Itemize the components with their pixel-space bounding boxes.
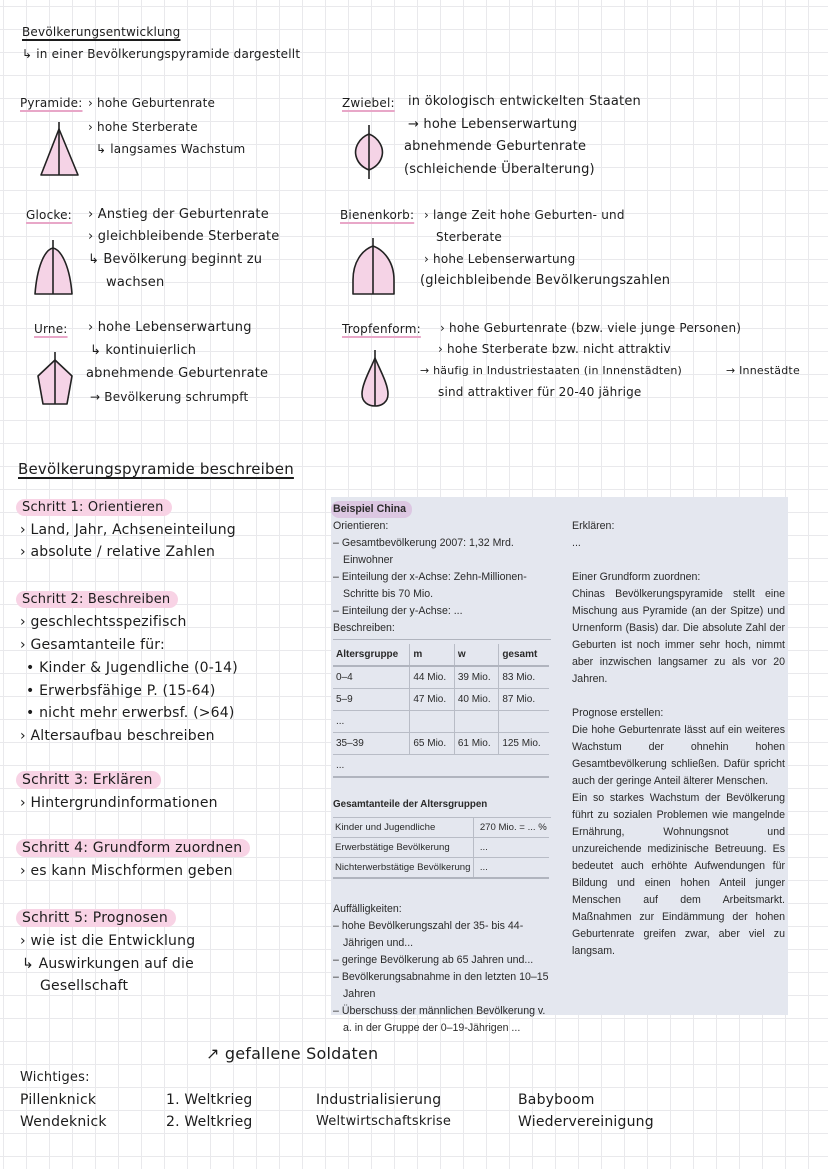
shape-line: ↳ Bevölkerung beginnt zu (88, 252, 263, 267)
table-row (333, 818, 549, 838)
table-row (333, 733, 549, 755)
notable-item: – Bevölkerungsabnahme in den letzten 10–15 Jahren (333, 971, 549, 1000)
share-table (333, 818, 549, 879)
step-line: › es kann Mischformen geben (20, 863, 233, 879)
important-item: Wendeknick (20, 1114, 107, 1130)
shape-line: wachsen (106, 275, 165, 290)
table-cell: ... (333, 711, 410, 733)
shape-line: (schleichende Überalterung) (404, 162, 595, 177)
example-tag: Beispiel China (331, 501, 412, 518)
step-line: • Kinder & Jugendliche (0-14) (26, 660, 238, 676)
table-row (333, 838, 549, 858)
table-header: Altersgruppe (333, 644, 410, 666)
orient-label: Orientieren: (333, 520, 389, 532)
shape-line: abnehmende Geburtenrate (404, 139, 587, 154)
assign-label: Einer Grundform zuordnen: (572, 571, 701, 583)
drop-shape-icon (360, 348, 390, 408)
shape-line: ↳ langsames Wachstum (96, 142, 246, 156)
important-item: Weltwirtschaftskrise (316, 1114, 452, 1129)
table-cell (499, 711, 549, 733)
shape-line: › hohe Sterberate (88, 120, 198, 134)
step-line: • nicht mehr erwerbsf. (>64) (26, 705, 235, 721)
step-label: Schritt 1: Orientieren (16, 499, 172, 516)
table-cell: ... (333, 755, 410, 778)
shape-line: › hohe Geburtenrate (88, 96, 216, 110)
table-cell: 87 Mio. (499, 689, 549, 711)
shape-label: Bienenkorb: (340, 208, 415, 222)
shape-line: abnehmende Geburtenrate (86, 366, 269, 381)
orient-item: – Einteilung der x-Achse: Zehn-Millionen-Schritte bis 70 Mio. (333, 571, 527, 600)
shape-line: › gleichbleibende Sterberate (88, 229, 280, 244)
table-header: w (454, 644, 498, 666)
notable-item: – Überschuss der männlichen Bevölkerung v. a. in der Gruppe der 0–19-Jährigen ... (333, 1005, 546, 1034)
important-item: Babyboom (518, 1092, 595, 1108)
orient-item: – Gesamtbevölkerung 2007: 1,32 Mrd. Einwohner (333, 537, 514, 566)
prognosis-label: Prognose erstellen: (572, 707, 664, 719)
notable-item: – geringe Bevölkerung ab 65 Jahren und... (333, 954, 534, 966)
table-cell: 270 Mio. = ... % (473, 818, 549, 838)
important-item: Pillenknick (20, 1092, 97, 1108)
describe-label: Beschreiben: (333, 622, 395, 634)
table-cell: 5–9 (333, 689, 410, 711)
pyramid-shape-icon (40, 120, 80, 176)
important-item: 1. Weltkrieg (166, 1092, 253, 1108)
orient-item: – Einteilung der y-Achse: ... (333, 605, 463, 617)
table-header: gesamt (499, 644, 549, 666)
table-cell (410, 711, 454, 733)
shape-line: › hohe Sterberate bzw. nicht attraktiv (438, 342, 671, 356)
table-cell: 39 Mio. (454, 666, 498, 689)
explain-text: ... (572, 537, 581, 549)
shape-line: › hohe Lebenserwartung (88, 320, 252, 335)
shape-line: (gleichbleibende Bevölkerungszahlen (420, 273, 671, 288)
table-cell: ... (473, 838, 549, 858)
shape-line: ↳ kontinuierlich (90, 343, 197, 358)
table-cell: 40 Mio. (454, 689, 498, 711)
example-right-column (572, 501, 785, 960)
table-row (333, 711, 549, 733)
table-cell (410, 755, 454, 778)
table-cell: Kinder und Jugendliche (333, 818, 473, 838)
step-line: › geschlechtsspezifisch (20, 614, 187, 630)
explain-label: Erklären: (572, 520, 615, 532)
shape-label: Urne: (34, 322, 68, 336)
table-cell: 125 Mio. (499, 733, 549, 755)
share-title: Gesamtanteile der Altersgruppen (333, 796, 551, 818)
table-cell: 65 Mio. (410, 733, 454, 755)
onion-shape-icon (354, 124, 384, 180)
shape-label: Zwiebel: (342, 96, 395, 110)
shape-line: → Innestädte (726, 364, 800, 377)
example-china-box (331, 497, 788, 1034)
important-item: Wiedervereinigung (518, 1114, 654, 1130)
table-cell: Nichterwerbstätige Bevölkerung (333, 858, 473, 879)
page-subtitle: ↳ in einer Bevölkerungspyramide dargestellt (22, 47, 301, 61)
shape-line: → Bevölkerung schrumpft (90, 390, 249, 404)
urn-shape-icon (36, 350, 76, 406)
shape-label: Pyramide: (20, 96, 83, 110)
shape-line: → hohe Lebenserwartung (408, 117, 578, 132)
assign-text: Chinas Bevölkerungspyramide stellt eine Mischung aus Pyramide (an der Spitze) und Urnenform (Basis) dar. Die absolute Zahl der Geburten ist noch immer sehr hoch, nimmt aber inzwischen langsamer zu als vor 20 Jahren. (572, 588, 785, 685)
step-line: › wie ist die Entwicklung (20, 933, 196, 949)
step-line: › Gesamtanteile für: (20, 637, 165, 653)
prognosis-text: Die hohe Geburtenrate lässt auf ein weiteres Wachstum der ohnehin hohen Gesamtbevölkerung schließen. Dafür spricht auch der geringe Anteil älterer Menschen. (572, 724, 785, 787)
table-cell: 35–39 (333, 733, 410, 755)
table-cell: ... (473, 858, 549, 879)
step-label: Schritt 5: Prognosen (16, 909, 176, 927)
shape-line: → häufig in Industriestaaten (in Innenstädten) (420, 364, 683, 377)
table-cell: 83 Mio. (499, 666, 549, 689)
annotation-note: ↗ gefallene Soldaten (206, 1044, 379, 1063)
table-cell (454, 711, 498, 733)
table-cell: Erwerbstätige Bevölkerung (333, 838, 473, 858)
table-cell: 47 Mio. (410, 689, 454, 711)
step-line: › Altersaufbau beschreiben (20, 728, 215, 744)
step-line: › absolute / relative Zahlen (20, 544, 216, 560)
step-label: Schritt 4: Grundform zuordnen (16, 839, 250, 857)
notable-item: – hohe Bevölkerungszahl der 35- bis 44-Jährigen und... (333, 920, 524, 949)
shape-line: › lange Zeit hohe Geburten- und (424, 208, 625, 222)
step-line: • Erwerbsfähige P. (15-64) (26, 683, 216, 699)
table-row (333, 755, 549, 778)
table-header: m (410, 644, 454, 666)
section-heading: Bevölkerungspyramide beschreiben (18, 460, 294, 478)
step-label: Schritt 2: Beschreiben (16, 591, 178, 608)
age-group-table (333, 644, 549, 778)
shape-line: › hohe Lebenserwartung (424, 252, 576, 266)
step-line: Gesellschaft (40, 978, 129, 994)
prognosis-text: Ein so starkes Wachstum der Bevölkerung führt zu sozialen Problemen wie mangelnde Ernährung, Wohnungsnot und unzureichende medizinische Betreuung. Es bedeutet auch erhöhte Aufwendungen für Bildung und einen hohen Anteil junger Menschen auf dem Arbeitsmarkt. Maßnahmen zur Eindämmung der hohen Geburtenrate greifen zwar, aber viel zu langsam. (572, 792, 785, 957)
example-left-column (333, 501, 551, 1037)
shape-label: Glocke: (26, 208, 72, 222)
shape-line: › hohe Geburtenrate (bzw. viele junge Personen) (440, 321, 742, 335)
table-cell (454, 755, 498, 778)
important-item: 2. Weltkrieg (166, 1114, 253, 1130)
important-item: Industrialisierung (316, 1092, 442, 1108)
beehive-shape-icon (352, 236, 396, 296)
step-line: › Hintergrundinformationen (20, 795, 218, 811)
table-cell: 44 Mio. (410, 666, 454, 689)
bell-shape-icon (34, 238, 74, 296)
shape-line: sind attraktiver für 20-40 jährige (438, 385, 642, 399)
step-line: › Land, Jahr, Achseneinteilung (20, 522, 236, 538)
notable-label: Auffälligkeiten: (333, 903, 402, 915)
shape-label: Tropfenform: (342, 322, 421, 336)
table-row (333, 858, 549, 879)
shape-line: Sterberate (436, 230, 503, 244)
page-title: Bevölkerungsentwicklung (22, 25, 181, 39)
shape-line: in ökologisch entwickelten Staaten (408, 94, 641, 109)
important-label: Wichtiges: (20, 1070, 90, 1085)
table-cell: 61 Mio. (454, 733, 498, 755)
step-label: Schritt 3: Erklären (16, 771, 161, 789)
table-row (333, 689, 549, 711)
table-cell: 0–4 (333, 666, 410, 689)
table-cell (499, 755, 549, 778)
table-row (333, 666, 549, 689)
shape-line: › Anstieg der Geburtenrate (88, 207, 269, 222)
step-line: ↳ Auswirkungen auf die (22, 956, 194, 972)
